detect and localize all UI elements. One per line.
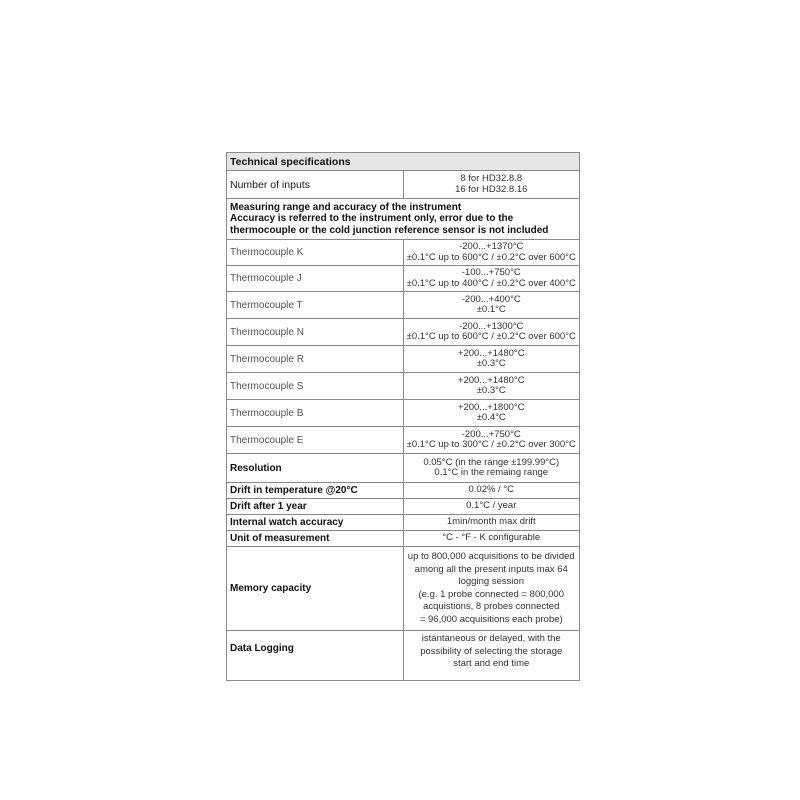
table-row xyxy=(227,499,580,515)
value-line: -200...+1300°C xyxy=(459,320,524,332)
row-label: Drift in temperature @20°C xyxy=(227,483,404,499)
table-row xyxy=(227,400,580,427)
row-value: °C - °F - K configurable xyxy=(403,531,580,547)
value-line: logging session xyxy=(458,576,524,587)
table-row xyxy=(227,631,580,681)
value-line: (e.g. 1 probe connected = 800,000 xyxy=(418,588,564,600)
value-line: ±0.1°C up to 300°C / ±0.2°C over 300°C xyxy=(406,439,576,450)
row-label: Thermocouple R xyxy=(227,346,404,373)
value-line: up to 800,000 acquisitions to be divided xyxy=(407,551,575,562)
value-line: possibility of selecting the storage xyxy=(420,645,563,657)
row-label: Thermocouple E xyxy=(227,427,404,454)
value-line: 8 for HD32.8.8 xyxy=(460,173,523,184)
value-line: -200...+400°C xyxy=(461,293,521,305)
row-value xyxy=(403,631,580,681)
value-line: -200...+1370°C xyxy=(459,241,524,252)
row-label: Thermocouple K xyxy=(227,240,404,266)
value-line: 16 for HD32.8.16 xyxy=(455,183,528,195)
row-value: 1min/month max drift xyxy=(403,515,580,531)
table-title: Technical specifications xyxy=(227,153,580,171)
technical-specifications-sheet xyxy=(226,152,580,700)
table-header-row xyxy=(227,153,580,171)
table-row xyxy=(227,373,580,400)
row-label: Number of inputs xyxy=(227,171,404,199)
value-line: ±0.1°C up to 600°C / ±0.2°C over 600°C xyxy=(406,331,576,342)
value-line: ±0.1°C up to 600°C / ±0.2°C over 600°C xyxy=(406,251,576,263)
row-label: Unit of measurement xyxy=(227,531,404,547)
table-row xyxy=(227,240,580,266)
value-line: ±0.3°C xyxy=(476,385,506,396)
table-row xyxy=(227,427,580,454)
row-label: Thermocouple J xyxy=(227,266,404,292)
row-value xyxy=(403,171,580,199)
table-row xyxy=(227,515,580,531)
row-value xyxy=(403,454,580,483)
value-line: ±0.1°C up to 400°C / ±0.2°C over 400°C xyxy=(406,277,576,289)
row-value xyxy=(403,400,580,427)
value-line: ±0.1°C xyxy=(476,304,506,315)
value-line: istantaneous or delayed, with the xyxy=(421,633,561,644)
row-label: Data Logging xyxy=(227,631,404,681)
table-row xyxy=(227,346,580,373)
table-row xyxy=(227,547,580,631)
value-line: ±0.4°C xyxy=(476,412,506,423)
value-line: +200...+1800°C xyxy=(457,401,525,413)
value-line: start and end time xyxy=(453,658,530,669)
value-line: -100...+750°C xyxy=(461,267,521,278)
row-value xyxy=(403,266,580,292)
value-line: -200...+750°C xyxy=(461,428,521,440)
value-line: 0.05°C (in the range ±199.99°C) xyxy=(423,456,560,468)
table-row xyxy=(227,171,580,199)
row-value: 0.1°C / year xyxy=(403,499,580,515)
row-label: Drift after 1 year xyxy=(227,499,404,515)
table-row xyxy=(227,319,580,346)
row-value xyxy=(403,292,580,319)
row-label: Thermocouple B xyxy=(227,400,404,427)
value-line: +200...+1480°C xyxy=(457,347,525,359)
row-label: Memory capacity xyxy=(227,547,404,631)
row-value: 0.02% / °C xyxy=(403,483,580,499)
row-label: Internal watch accuracy xyxy=(227,515,404,531)
row-label: Thermocouple T xyxy=(227,292,404,319)
row-value xyxy=(403,346,580,373)
section-line: Measuring range and accuracy of the instrument xyxy=(230,201,462,213)
value-line: ±0.3°C xyxy=(476,358,506,369)
section-line: Accuracy is referred to the instrument only, error due to the xyxy=(230,213,514,225)
row-value xyxy=(403,373,580,400)
value-line: among all the present inputs max 64 xyxy=(414,563,568,575)
row-value xyxy=(403,240,580,266)
value-line: = 96,000 acquisitions each probe) xyxy=(419,613,563,625)
table-row xyxy=(227,483,580,499)
row-value xyxy=(403,427,580,454)
row-label: Thermocouple N xyxy=(227,319,404,346)
range-section-row xyxy=(227,199,580,240)
row-label: Thermocouple S xyxy=(227,373,404,400)
table-row xyxy=(227,292,580,319)
value-line: +200...+1480°C xyxy=(457,374,525,386)
value-line: 0.1°C in the remaing range xyxy=(434,467,549,478)
table-row xyxy=(227,531,580,547)
value-line: acquistions, 8 probes connected xyxy=(423,601,560,612)
table-row xyxy=(227,454,580,483)
table-row xyxy=(227,266,580,292)
row-value xyxy=(403,319,580,346)
range-section-text xyxy=(227,199,580,240)
specifications-table xyxy=(226,152,580,681)
row-value xyxy=(403,547,580,631)
section-line: thermocouple or the cold junction reference sensor is not included xyxy=(230,224,549,236)
row-label: Resolution xyxy=(227,454,404,483)
